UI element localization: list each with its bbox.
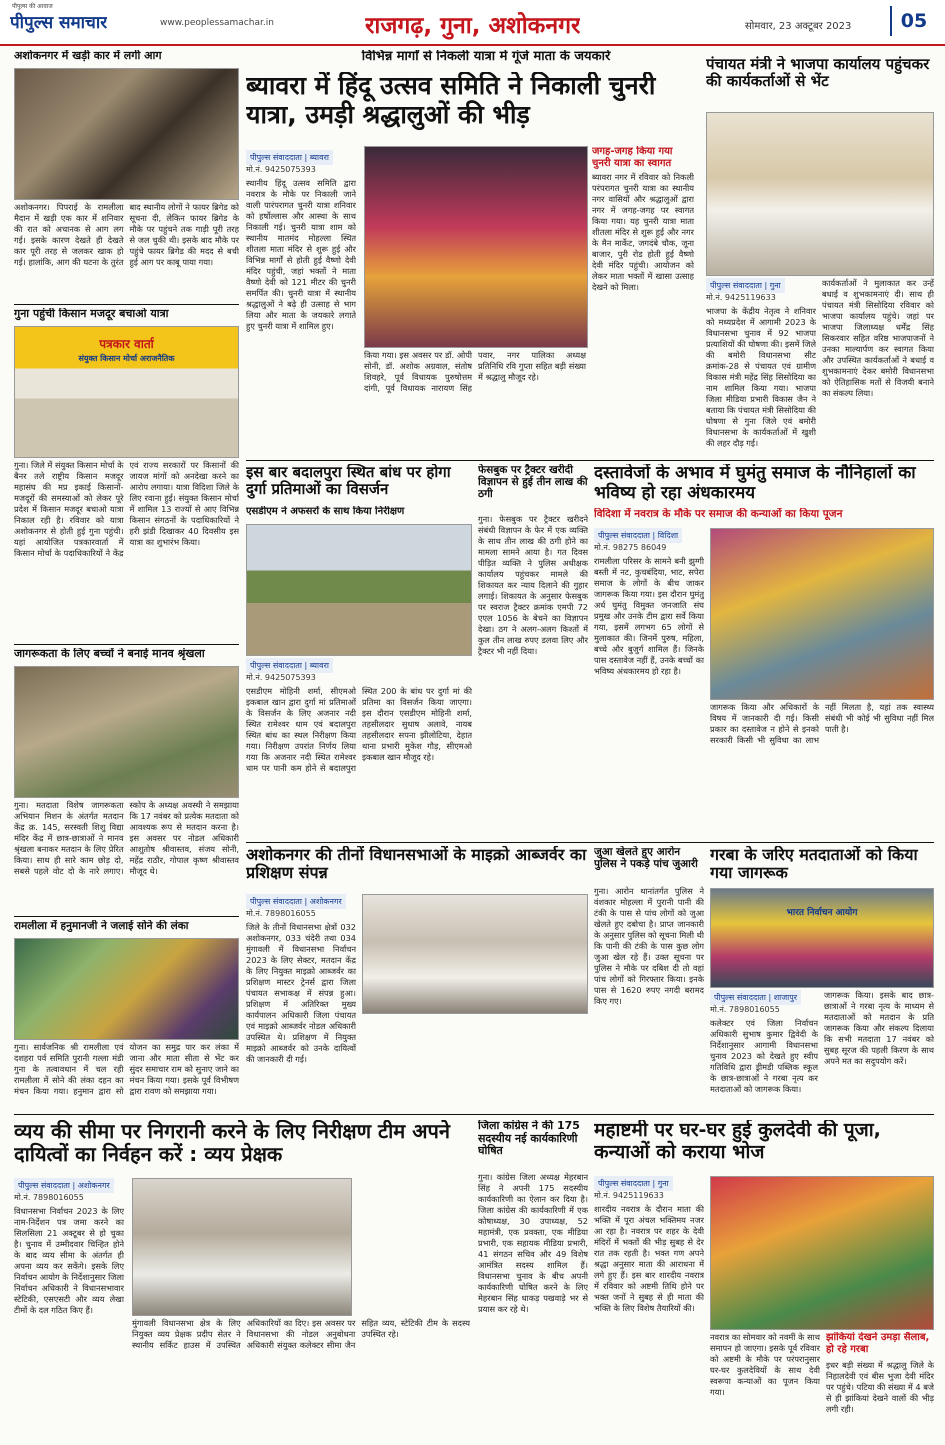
lead-body-continued: किया गया। इस अवसर पर डॉ. ओपी सोनी, डॉ. अशोक अग्रवाल, संतोष शिवहरे, पूर्व विधायक पुरुषोत्तम दांगी, पूर्व विधायक नारायण सिंह पवार, नगर पालिका अध्यक्ष प्रतिनिधि रवि गुप्ता सहित बड़ी संख्या में श्रद्धालु मौजूद रहे। xyxy=(364,350,586,393)
fire-headline: अशोकनगर में खड़ी कार में लगी आग xyxy=(14,50,162,62)
juaa-body: गुना। आरोन थानांतर्गत पुलिस ने वंशकार मोहल्ला में पुरानी पानी की टंकी के पास से पांच लोगों को जुआ खेलते हुए दबोचा है। प्राप्त जानकारी के अनुसार पुलिस को सूचना मिली थी कि पानी की टंकी के पास कुछ लोग जुआ खेल रहे हैं। उक्त सूचना पर पुलिस ने मौके पर दबिश दी तो वहां पांच लोगों को गिरफ्तार किया। इनके पास से 1620 रुपए नगदी बरामद किए गए। xyxy=(594,886,704,1006)
lead-side-body: ब्यावरा नगर में रविवार को निकली परंपरागत चुनरी यात्रा का स्थानीय नगर वासियों और श्रद्धालुओं द्वारा नगर में जगह-जगह पर स्वागत किया गया। यह चुनरी यात्रा माता शीतला मंदिर से शुरू हुई और नगर के मैन मार्केट, जगदंबे चौक, जूना बाजार, पुरी रोड होती हुई वैष्णो देवी मंदिर पहुंची। आयोजन को लेकर माता भक्तों में खासा उत्साह देखने को मिला। xyxy=(592,172,694,292)
logo-text: पीपुल्स समाचार xyxy=(10,13,108,33)
divider xyxy=(14,916,239,917)
issue-date: सोमवार, 23 अक्टूबर 2023 xyxy=(745,21,852,32)
training-photo xyxy=(362,894,588,1014)
bandh-body: एसडीएम मोहिनी शर्मा, सीएमओ इकबाल खान द्वारा दुर्गा मां प्रतिमाओं के विसर्जन के लिए अजनार नदी स्थित रामेश्वर धाम एवं बदालपुरा स्थित बांध का स्थल निरीक्षण किया गया। निरीक्षण उपरांत निर्णय लिया गया कि अजनार नदी स्थित रामेश्वर धाम पर पानी कम होने से बदालपुरा स्थित 200 के बांध पर दुर्गा मां की प्रतिमा का विसर्जन किया जाएगा। इस दौरान एसडीएम मोहिनी शर्मा, तहसीलदार सुधाष अलावे, नायब तहसीलदार सपना झीलोटिया, देहात थाना प्रभारी मुकेश गौड़, सीएमओ इकबाल खान मौजूद रहे। xyxy=(246,686,472,773)
ramleela-photo xyxy=(14,938,239,1040)
bandh-headline: इस बार बदालपुरा स्थित बांध पर होगा दुर्गा प्रतिमाओं का विसर्जन xyxy=(246,464,451,499)
page-number: 05 xyxy=(890,6,936,36)
vyay-mobile: मो.नं. 7898016055 xyxy=(14,1193,84,1202)
puja-story xyxy=(594,1120,934,1440)
byline-place: अशोकनगर xyxy=(77,1181,110,1190)
byline-place: विदिशा xyxy=(657,531,679,540)
byline-place: गुना xyxy=(657,1179,669,1188)
lead-photo xyxy=(364,146,588,348)
dastavej-byline: पीपुल्स संवाददाता | विदिशा xyxy=(594,528,682,543)
lead-body: स्थानीय हिंदू उत्सव समिति द्वारा नवरात्र के मौके पर निकाली जाने वाली पारंपरागत चुनरी यात्रा शनिवार को हर्षोल्लास और आस्था के साथ निकाली गई। चुनरी यात्रा शाम को स्थानीय मातमंद मोहल्ला स्थित शीतला माता मंदिर से शुरू हुई और विभिन्न मार्गों से होती हुई वैष्णो देवी मंदिर पहुंची, जहां भक्तों ने माता वैष्णो देवी को 121 मीटर की चुनरी समर्पित की। चुनरी यात्रा में स्थानीय श्रद्धालुओं ने बढ़े ही उत्साह से भाग लिया और माता के जयकारे लगाते हुए चुनरी यात्रा में शामिल हुए। xyxy=(246,178,356,331)
training-body: जिले के तीनों विधानसभा क्षेत्रों 032 अशोकनगर, 033 चंदेरी तथा 034 मुंगावली में विधानसभा निर्वाचन 2023 के लिए सेक्टर, मतदान केंद्र के लिए नियुक्त माइक्रो आब्जर्वर का प्रशिक्षण मास्टर ट्रेनर्स द्वारा जिला पंचायत सभाकक्ष में संपन्न हुआ। प्रशिक्षण में अतिरिक्त मुख्य कार्यपालन अधिकारी जिला पंचायत एवं माइक्रो आब्जर्वर नोडल अधिकारी उपस्थित थे। प्रशिक्षण में नियुक्त माइक्रो आब्जर्वर को उनके दायित्वों की जानकारी दी गई। xyxy=(246,922,356,1064)
divider xyxy=(246,842,934,843)
training-headline: अशोकनगर की तीनों विधानसभाओं के माइक्रो आब्जर्वर का प्रशिक्षण संपन्न xyxy=(246,846,587,883)
vyay-byline: पीपुल्स संवाददाता | अशोकनगर xyxy=(14,1178,114,1193)
bjp-byline: पीपुल्स संवाददाता | गुना xyxy=(706,278,785,293)
chain-headline: जागरूकता के लिए बच्चों ने बनाई मानव श्रृंखला xyxy=(14,648,205,660)
congress-headline: जिला कांग्रेस ने की 175 सदस्यीय नई कार्यकारिणी घोषित xyxy=(478,1120,580,1158)
training-mobile: मो.नं. 7898016055 xyxy=(246,909,316,918)
dastavej-headline: दस्तावेजों के अभाव में घुमंतु समाज के नौनिहालों का भविष्य हो रहा अंधकारमय xyxy=(594,464,916,503)
masthead xyxy=(0,0,945,46)
puja-photo xyxy=(710,1176,934,1330)
divider xyxy=(14,644,239,645)
congress-story xyxy=(478,1120,588,1440)
vyay-story xyxy=(14,1120,472,1440)
bandh-mobile: मो.नं. 9425075393 xyxy=(246,673,316,682)
puja-headline: महाष्टमी पर घर-घर हुई कुलदेवी की पूजा, कन्याओं को कराया भोज xyxy=(594,1120,881,1163)
lead-kicker: विभिन्न मार्गों से निकली यात्रा में गूंजे माता के जयकारे xyxy=(361,50,611,64)
byline-reporter: पीपुल्स संवाददाता xyxy=(710,281,762,290)
garba-body-continued: जागरूक किया। इसके बाद छात्र-छात्राओं ने गरबा नृत्य के माध्यम से मतदाताओं को मतदान के प्रति जागरूक किया और संकल्प दिलाया कि सभी मतदाता 17 नवंबर को सुबह सूरज की पहली किरण के साथ अपने मत का सदुपयोग करें। xyxy=(824,990,934,1066)
vyay-headline: व्यय की सीमा पर निगरानी करने के लिए निरीक्षण टीम अपने दायित्वों का निर्वहन करें : व्यय प्रेक्षक xyxy=(14,1120,450,1166)
lead-side-subhead: जगह-जगह किया गया चुनरी यात्रा का स्वागत xyxy=(592,146,673,169)
section-title: राजगढ़, गुना, अशोकनगर xyxy=(365,13,581,39)
training-byline: पीपुल्स संवाददाता | अशोकनगर xyxy=(246,894,346,909)
facebook-story xyxy=(478,464,588,838)
lead-mobile: मो.नं. 9425075393 xyxy=(246,165,316,174)
congress-body: गुना। कांग्रेस जिला अध्यक्ष मेहरबान सिंह ने अपनी 175 सदस्यीय कार्यकारिणी का ऐलान कर दिया है। जिला कांग्रेस की कार्यकारिणी में एक कोषाध्यक्ष, 30 उपाध्यक्ष, 52 महामंत्री, एक प्रवक्ता, एक मीडिया प्रभारी, एक सहायक मीडिया प्रभारी, 41 संगठन सचिव और 49 विशेष आमंत्रित सदस्य शामिल हैं। विधानसभा चुनाव के बीच अपनी कार्यकारिणी घोषित करने के लिए मेहरबान सिंह धाकड़ पखवाड़े भर से प्रयास कर रहे थे। xyxy=(478,1172,588,1314)
dastavej-body: रामलीला परिसर के सामने बनी झुग्गी बस्ती में नट, कुचबंदिया, भाट, सपेरा समाज के लोगों के बीच जाकर जागरूक किया गया। इस दौरान घुमंतु अर्ध घुमंतु विमुक्त जनजाति संघ प्रमुख और उनके टीम द्वारा सर्वे किया गया, इसमें लगभग 65 लोगों से मुलाकात की। जिनमें पुरुष, महिला, बच्चे और बुजुर्ग शामिल हैं। जिनके पास दस्तावेज नहीं हैं, उनके बच्चों का भविष्य अंधकारमय हो रहा है। xyxy=(594,556,704,676)
newspaper-logo xyxy=(10,10,107,33)
vyay-photo xyxy=(132,1178,352,1316)
divider xyxy=(14,1114,934,1115)
bjp-headline: पंचायत मंत्री ने भाजपा कार्यालय पहुंचकर की कार्यकर्ताओं से भेंट xyxy=(706,56,930,91)
puja-body-continued: नवरात्र का सोमवार को नवमीं के साथ समापन हो जाएगा। इसके पूर्व रविवार को अष्टमी के मौके पर परंपरानुसार घर-घर कुलदेवियों के साथ देवी स्वरूपा कन्याओं का पूजन किया गया। xyxy=(710,1332,820,1397)
website-url: www.peoplessamachar.in xyxy=(160,18,274,28)
byline-reporter: पीपुल्स संवाददाता xyxy=(250,897,302,906)
jhanki-headline: झांकियां देखने उमड़ा सैलाब, हो रहे गरबा xyxy=(826,1332,930,1355)
juaa-headline: जुआ खेलते हुए आरोन पुलिस ने पकड़े पांच जुआरी xyxy=(594,846,698,871)
lead-byline: पीपुल्स संवाददाता | ब्यावरा xyxy=(246,150,333,165)
vyay-body: विधानसभा निर्वाचन 2023 के लिए नाम-निर्देशन पत्र जमा करने का सिलसिला 21 अक्टूबर से हो चुका है। चुनाव में उम्मीदवार चिन्हित होने के बाद व्यय सीमा के अंतर्गत ही अपना व्यय कर सकेंगे। इसके लिए निर्वाचन आयोग के निर्देशानुसार जिला निर्वाचन अधिकारी ने विधानसभावार स्टेटिकी, एसएसटी और व्यय लेखा टीमों के दल गठित किए हैं। xyxy=(14,1206,124,1315)
byline-place: अशोकनगर xyxy=(309,897,342,906)
byline-reporter: पीपुल्स संवाददाता xyxy=(250,153,302,162)
facebook-headline: फेसबुक पर ट्रैक्टर खरीदी विज्ञापन से हुई तीन लाख की ठगी xyxy=(478,464,588,501)
byline-reporter: पीपुल्स संवाददाता xyxy=(598,531,650,540)
puja-byline: पीपुल्स संवाददाता | गुना xyxy=(594,1176,673,1191)
garba-mobile: मो.नं. 7898016055 xyxy=(710,1005,780,1014)
bandh-story xyxy=(246,464,472,838)
bjp-mobile: मो.नं. 9425119633 xyxy=(706,293,776,302)
jhanki-body: इधर बड़ी संख्या में श्रद्धालु जिले के निहालदेवी एवं बीस भुजा देवी मंदिर पर पहुंचे। पटिया की संख्या में 4 बजे से ही झांकियां देखने वालों की भीड़ लगी रही। xyxy=(826,1360,934,1414)
ramleela-headline: रामलीला में हनुमानजी ने जलाई सोने की लंका xyxy=(14,920,189,932)
dastavej-photo xyxy=(710,528,934,700)
byline-place: गुना xyxy=(769,281,781,290)
kisan-headline: गुना पहुंची किसान मजदूर बचाओ यात्रा xyxy=(14,308,169,320)
dastavej-story xyxy=(594,464,934,838)
garba-headline: गरबा के जरिए मतदाताओं को किया गया जागरूक xyxy=(710,846,918,883)
bjp-story xyxy=(706,50,934,458)
lead-headline: ब्यावरा में हिंदू उत्सव समिति ने निकाली चुनरी यात्रा, उमड़ी श्रद्धालुओं की भीड़ xyxy=(246,72,656,129)
dastavej-body-continued: जागरूक किया और अधिकारों के विषय में जानकारी दी गई। किसी प्रकार का दस्तावेज न होने से इनको सरकारी किसी भी सुविधा का लाभ नहीं मिलता है, यहां तक स्वास्थ्य संबंधी भी कोई भी सुविधा नहीं मिल पाती है। xyxy=(710,702,934,745)
garba-banner: भारत निर्वाचन आयोग xyxy=(786,908,858,918)
bandh-photo xyxy=(246,524,472,656)
garba-story xyxy=(710,846,934,1108)
byline-place: शाजापुर xyxy=(773,993,798,1002)
byline-place: ब्यावरा xyxy=(309,661,329,670)
kisan-photo xyxy=(14,326,239,458)
byline-reporter: पीपुल्स संवाददाता xyxy=(714,993,766,1002)
chain-photo xyxy=(14,666,239,798)
vyay-body-continued: मुंगावली विधानसभा क्षेत्र के लिए नियुक्त व्यय प्रेक्षक प्रदीप सेतर ने स्थानीय सर्किट हाउस में उपस्थित अधिकारियों का दिए। इस अवसर पर विधानसभा की नोडल अनुबोधना अधिकारी संयुक्त कलेक्टर सीमा जैन सहित व्यय, स्टेटिकी टीम के सदस्य उपस्थित रहे। xyxy=(132,1318,470,1350)
lead-story xyxy=(246,50,694,458)
left-column xyxy=(14,50,239,1110)
byline-reporter: पीपुल्स संवाददाता xyxy=(18,1181,70,1190)
kisan-body: गुना। जिले में संयुक्त किसान मोर्चा के बैनर तले राष्ट्रीय किसान मजदूर महासंघ की मप्र इकाई किसानों-मजदूरों की समस्याओं को लेकर पूरे प्रदेश में किसान मजदूर बचाओ यात्रा निकाल रही है। रविवार को यात्रा अशोकनगर से होती हुई गुना पहुंची। यहां आयोजित पत्रकारवार्ता में किसान मोर्चा के पदाधिकारियों ने केंद्र एवं राज्य सरकारों पर किसानों की जायज मांगों को अनदेखा करने का आरोप लगाया। यात्रा विदिशा जिले के लिए रवाना हुई। संयुक्त किसान मोर्चा में शामिल 13 राज्यों से आए विभिन्न किसान संगठनों के पदाधिकारियों ने हरी झंडी दिखाकर 40 दिवसीय इस यात्रा का शुभारंभ किया। xyxy=(14,460,239,558)
puja-mobile: मो.नं. 9425119633 xyxy=(594,1191,664,1200)
byline-reporter: पीपुल्स संवाददाता xyxy=(250,661,302,670)
divider xyxy=(246,460,934,461)
bjp-body: भाजपा के केंद्रीय नेतृत्व ने शनिवार को मध्यप्रदेश में आगामी 2023 के विधानसभा चुनाव में 92 भाजपा प्रत्याशियों की घोषणा की। इसमें जिले की बमोरी विधानसभा सीट क्रमांक-28 से पंचायत एवं ग्रामीण विकास मंत्री महेंद्र सिंह सिसोदिया का नाम शामिल किया गया। भाजपा जिला मीडिया प्रभारी विकास जैन ने बताया कि पंचायत मंत्री सिसोदिया की घोषणा से गुना जिले एवं बमोरी विधानसभा के कार्यकर्ताओं में खुशी की लहर दौड़ गई। xyxy=(706,306,816,448)
juaa-story xyxy=(594,846,704,1108)
chain-body: गुना। मतदाता विशेष जागरूकता अभियान मिशन के अंतर्गत मतदान केंद्र क्र. 145, सरस्वती शिशु विद्या मंदिर केंद्र में छात्र-छात्राओं ने मानव श्रृंखला बनाकर मतदान के लिए प्रेरित किया। साथ ही सारे काम छोड़ दो, सबसे पहले वोट दो के नारे लगाए। स्कोप के अध्यक्ष अवस्थी ने समझाया कि 17 नवंबर को प्रत्येक मतदाता को आवश्यक रूप से मतदान करना है। इस अवसर पर नोडल अधिकारी आशुतोष श्रीवास्तव, संजय सोनी, महेंद्र राठौर, गोपाल कृष्ण श्रीवास्तव मौजूद थे। xyxy=(14,800,239,876)
garba-photo xyxy=(710,888,934,988)
bandh-subhead: एसडीएम ने अफसरों के साथ किया निरीक्षण xyxy=(246,506,405,517)
bandh-byline: पीपुल्स संवाददाता | ब्यावरा xyxy=(246,658,333,673)
logo-tagline: पीपुल्स की आवाज xyxy=(12,3,53,10)
byline-place: ब्यावरा xyxy=(309,153,329,162)
kisan-banner-subtitle: संयुक्त किसान मोर्चा अराजनैतिक xyxy=(78,354,175,363)
training-story xyxy=(246,846,588,1108)
kisan-banner-title: पत्रकार वार्ता xyxy=(99,337,154,351)
garba-body: कलेक्टर एवं जिला निर्वाचन अधिकारी सुभाष कुमार द्विवेदी के निर्देशानुसार आगामी विधानसभा चुनाव 2023 को देखते हुए स्वीप गतिविधि द्वारा ड्रीमडी पब्लिक स्कूल के छात्र-छात्राओं ने गरबा नृत्य कर मतदाताओं को जागरूक किया। xyxy=(710,1018,818,1094)
bjp-photo xyxy=(706,112,934,276)
puja-body: शारदीय नवरात्र के दौरान माता की भक्ति में पूरा अंचल भक्तिमय नजर आ रहा है। नवरात्र पर शहर के देवी मंदिरों में भक्तों की भीड़ सुबह से देर रात तक रहती है। भक्त गण अपने श्रद्धा अनुसार माता की आराधना में लगे हुए हैं। इस बार शारदीय नवरात्र में रविवार को अष्टमी तिथि होने पर भक्त जनों ने सुबह से ही माता की भक्ति के लिए विशेष तैयारियों की। xyxy=(594,1204,704,1313)
facebook-body: गुना। फेसबुक पर ट्रैक्टर खरीदने संबंधी विज्ञापन के फेर में एक व्यक्ति के साथ तीन लाख की ठगी होने का मामला सामने आया है। गत दिवस पीड़ित व्यक्ति ने पुलिस अधीक्षक कार्यालय पहुंचकर मामले की शिकायत कर न्याय दिलाने की गुहार लगाई। शिकायत के अनुसार फेसबुक पर स्वराज ट्रैक्टर क्रमांक एमपी 72 एएल 1056 के बेचने का विज्ञापन देखा। ठग ने अलग-अलग किश्तों में कुल तीन लाख रुपए डलवा लिए और ट्रैक्टर भी नहीं दिया। xyxy=(478,514,588,656)
fire-body: अशोकनगर। पिपराई के रामलीला मैदान में खड़ी एक कार में शनिवार की रात को अचानक से आग लग गई। इसके कारण देखते ही देखते कार पूरी तरह से जलकर खाक हो गई। हालांकि, आग की घटना के तुरंत बाद स्थानीय लोगों ने फायर ब्रिगेड को सूचना दी, लेकिन फायर ब्रिगेड के मौके पर पहुंचने तक गाड़ी पूरी तरह से जल चुकी थी। इसके बाद मौके पर पहुंचे फायर ब्रिगेड की मदद से बची हुई आग पर काबू पाया गया। xyxy=(14,202,239,267)
divider xyxy=(14,304,239,305)
dastavej-subhead: विदिशा में नवरात्र के मौके पर समाज की कन्याओं का किया पूजन xyxy=(594,508,843,520)
byline-reporter: पीपुल्स संवाददाता xyxy=(598,1179,650,1188)
garba-byline: पीपुल्स संवाददाता | शाजापुर xyxy=(710,990,801,1005)
ramleela-body: गुना। सार्वजनिक श्री रामलीला एवं दशहरा पर्व समिति पुरानी गल्ला मंडी गुना के तत्वावधान में चल रही रामलीला में सोने की लंका दहन का मंचन किया गया। हनुमान द्वारा सो योजन का समुद्र पार कर लंका में जाना और माता सीता से भेंट कर सुंदर समाचार राम को सुनाए जाने का मंचन किया गया। इसके पूर्व विभीषण द्वारा रावण को समझाया गया। xyxy=(14,1042,239,1096)
bjp-body-continued: कार्यकर्ताओं ने मुलाकात कर उन्हें बधाई व शुभकामनाएं दी। साथ ही पंचायत मंत्री सिसोदिया रविवार को भाजपा कार्यालय पहुंचे। जहां पर भाजपा जिलाध्यक्ष धर्मेंद्र सिंह सिकरवार सहित वरिष्ठ भाजपाजनों ने उनका माल्यार्पण कर स्वागत किया और उपस्थित कार्यकर्ताओं ने बधाई व शुभकामनाएं देकर बमोरी विधानसभा को ऐतिहासिक मतों से विजयी बनाने का संकल्प लिया। xyxy=(822,278,934,398)
dastavej-mobile: मो.नं. 98275 86049 xyxy=(594,543,667,552)
fire-photo xyxy=(14,68,239,200)
